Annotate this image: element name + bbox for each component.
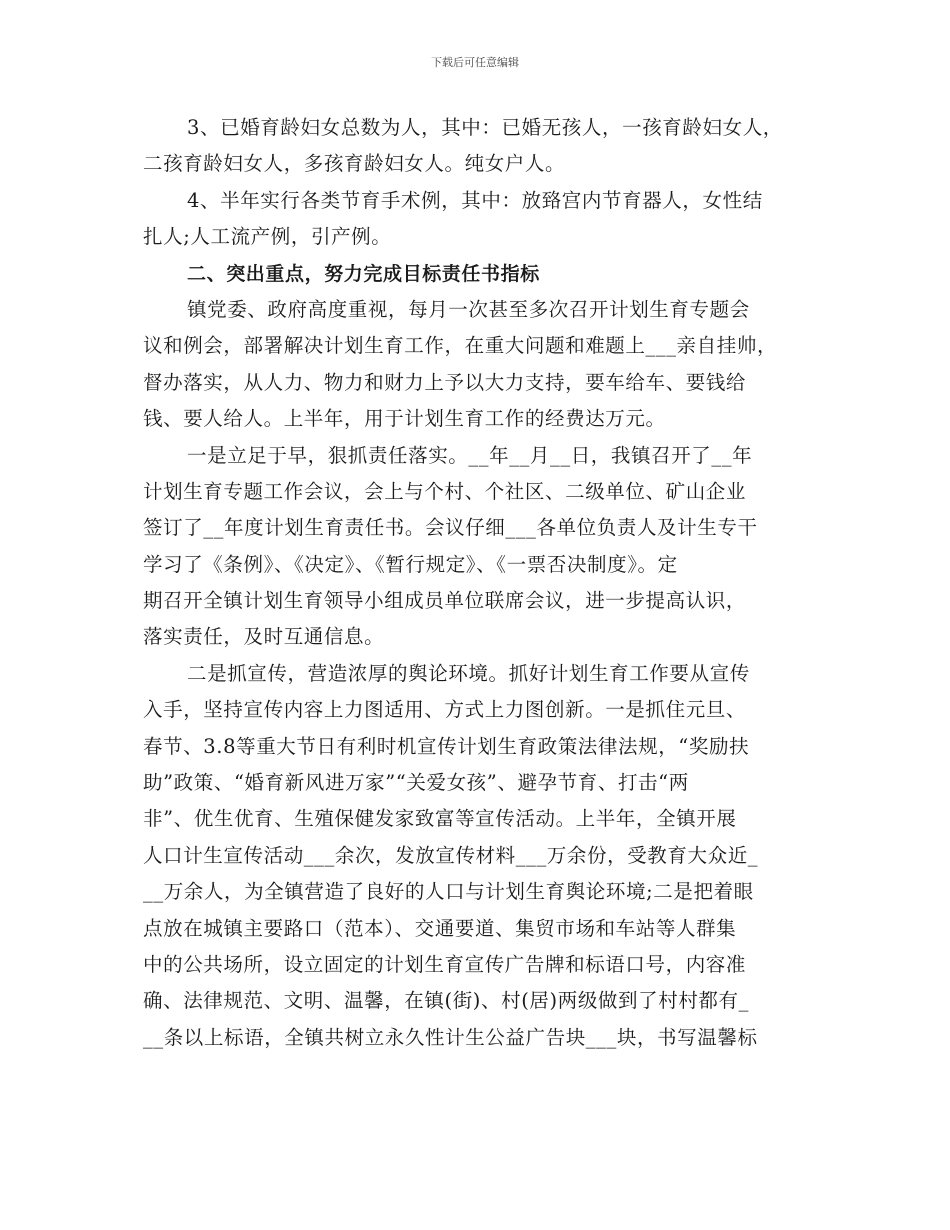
text-line: 中的公共场所，设立固定的计划生育宣传广告牌和标语口号，内容准 bbox=[143, 952, 747, 976]
text-line: 3、已婚育龄妇女总数为人，其中：已婚无孩人，一孩育龄妇女人， bbox=[187, 116, 783, 139]
document-body bbox=[143, 110, 808, 1056]
text-line: 非”、优生优育、生殖保健发家致富等宣传活动。上半年，全镇开展 bbox=[143, 807, 737, 831]
text-line: 议和例会，部署解决计划生育工作，在重大问题和难题上___亲自挂帅， bbox=[143, 334, 778, 358]
text-line: 4、半年实行各类节育手术例，其中：放臵宫内节育器人，女性结 bbox=[187, 188, 763, 212]
text-line: 二孩育龄妇女人，多孩育龄妇女人。纯女户人。 bbox=[143, 152, 566, 176]
text-line: 期召开全镇计划生育领导小组成员单位联席会议，进一步提高认识， bbox=[143, 589, 747, 613]
text-line: 二是抓宣传，营造浓厚的舆论环境。抓好计划生育工作要从宣传 bbox=[187, 661, 750, 685]
text-line: 钱、要人给人。上半年，用于计划生育工作的经费达万元。 bbox=[143, 407, 666, 431]
text-line: __条以上标语，全镇共树立永久性计生公益广告块___块，书写温馨标 bbox=[143, 1025, 758, 1049]
text-line: 入手，坚持宣传内容上力图适用、方式上力图创新。一是抓住元旦、 bbox=[143, 698, 747, 722]
section-heading: 二、突出重点，努力完成目标责任书指标 bbox=[187, 262, 540, 285]
text-line: 督办落实，从人力、物力和财力上予以大力支持，要车给车、要钱给 bbox=[143, 370, 747, 394]
page-header: 下载后可任意编辑 bbox=[431, 56, 519, 69]
text-line: 春节、3.8等重大节日有利时机宣传计划生育政策法律法规，“奖励扶 bbox=[143, 734, 750, 758]
text-line: 一是立足于早，狠抓责任落实。__年__月__日，我镇召开了__年 bbox=[187, 443, 753, 467]
text-line: 学习了《条例》、《决定》、《暂行规定》、《一票否决制度》。定 bbox=[143, 552, 678, 576]
text-line: 确、法律规范、文明、温馨，在镇(街)、村(居)两级做到了村村都有_ bbox=[143, 989, 749, 1013]
text-line: 扎人;人工流产例，引产例。 bbox=[143, 225, 392, 249]
text-line: 助”政策、“婚育新风进万家”“关爱女孩”、避孕节育、打击“两 bbox=[143, 771, 689, 795]
text-line: 落实责任，及时互通信息。 bbox=[143, 625, 385, 649]
text-line: 人口计生宣传活动___余次，发放宣传材料___万余份，受教育大众近_ bbox=[143, 843, 759, 867]
text-line: 镇党委、政府高度重视，每月一次甚至多次召开计划生育专题会 bbox=[187, 297, 750, 321]
text-line: 计划生育专题工作会议，会上与个村、个社区、二级单位、矿山企业 bbox=[143, 479, 747, 503]
text-line: 签订了__年度计划生育责任书。会议仔细___各单位负责人及计生专干 bbox=[143, 516, 758, 540]
text-line: 点放在城镇主要路口（范本）、交通要道、集贸市场和车站等人群集 bbox=[143, 916, 737, 940]
text-line: __万余人，为全镇营造了良好的人口与计划生育舆论环境;二是把着眼 bbox=[143, 880, 754, 904]
